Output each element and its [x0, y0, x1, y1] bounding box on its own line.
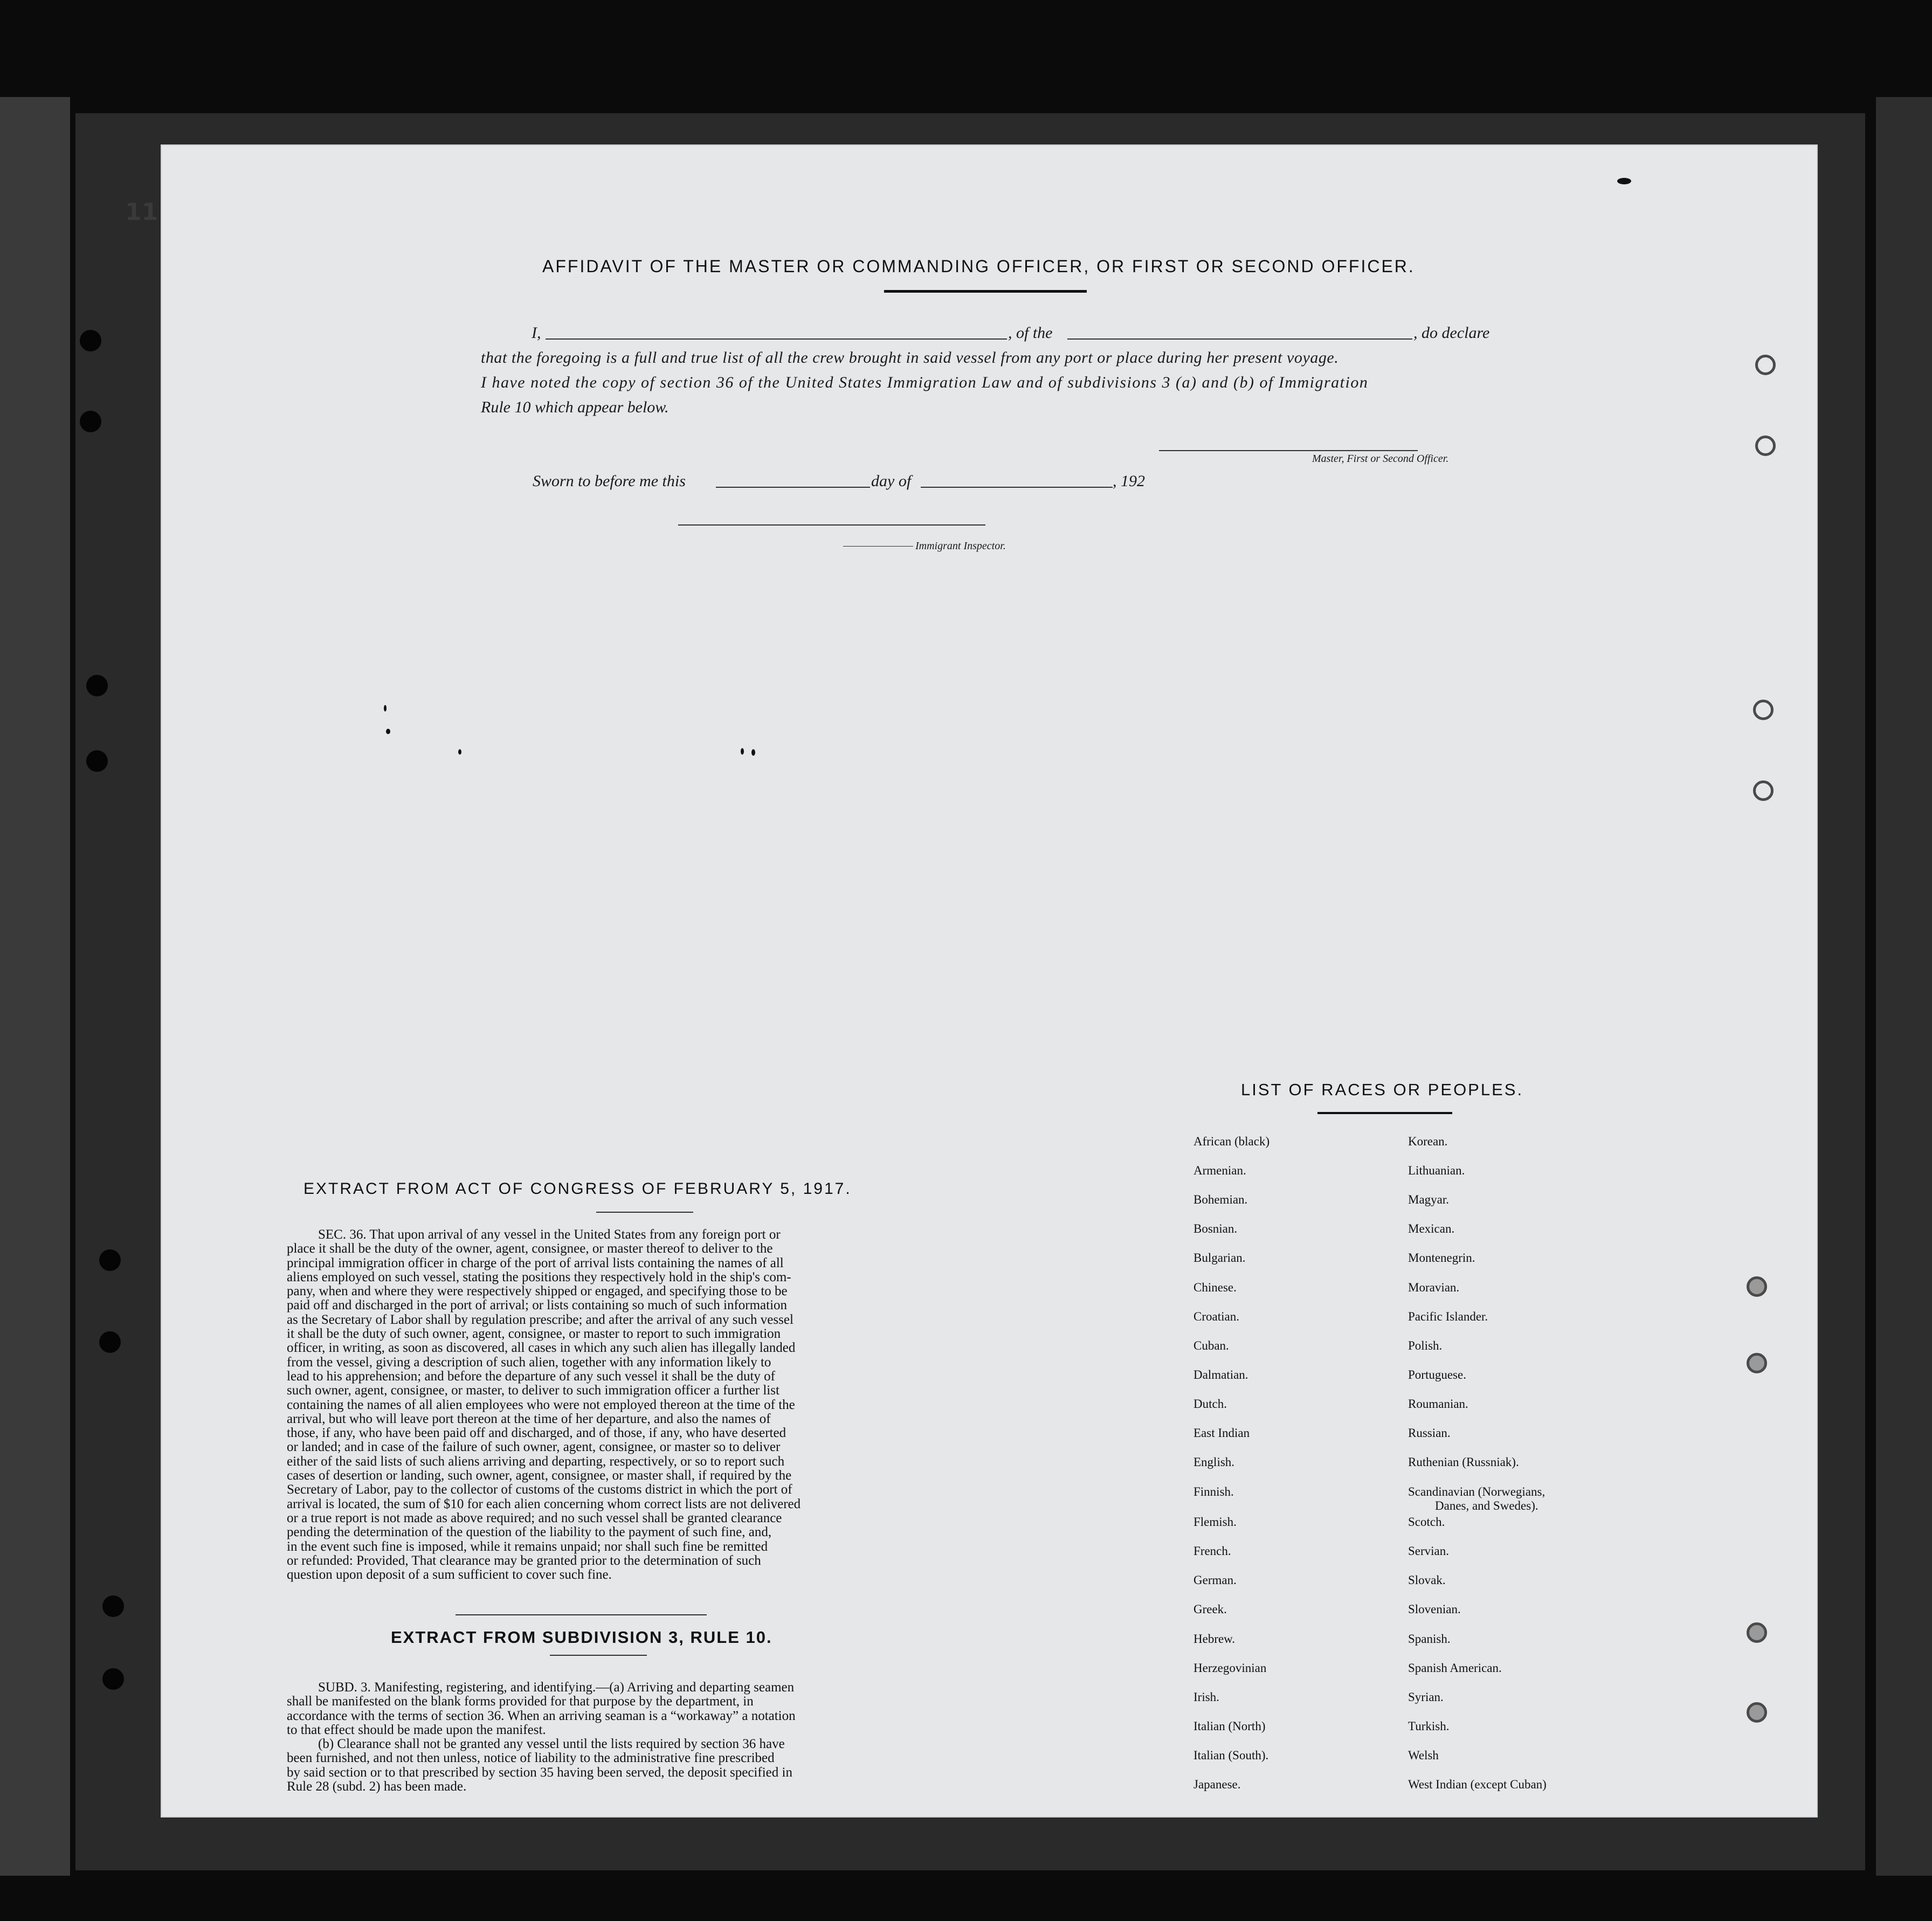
race-item: French.	[1193, 1544, 1231, 1558]
extract-congress-rule	[596, 1212, 693, 1213]
binder-hole	[99, 1331, 121, 1353]
punch-hole	[1747, 1622, 1767, 1643]
sworn-month-line	[921, 487, 1113, 488]
ink-speck	[1617, 178, 1631, 184]
extract-line: as the Secretary of Labor shall by regulation prescribe; and after the arrival of any such vessel	[287, 1312, 794, 1327]
manifest-page	[125, 146, 1817, 1816]
extract-line: by said section or to that prescribed by section 35 having been served, the deposit specified in	[287, 1765, 792, 1780]
extract-line: those, if any, who have been paid off and discharged, and of those, if any, who have deserted	[287, 1426, 786, 1441]
race-item: Cuban.	[1193, 1339, 1229, 1352]
race-item: Italian (North)	[1193, 1719, 1266, 1733]
extract-divider	[456, 1614, 707, 1615]
race-item: Scotch.	[1408, 1515, 1445, 1529]
race-item: Spanish American.	[1408, 1661, 1502, 1675]
extract-line: or landed; and in case of the failure of such owner, agent, consignee, or master so to deliver	[287, 1440, 781, 1455]
race-item: Moravian.	[1408, 1281, 1460, 1294]
race-item: Irish.	[1193, 1690, 1219, 1704]
corner-number: 11	[125, 198, 158, 226]
race-item: Polish.	[1408, 1339, 1443, 1352]
extract-line: pending the determination of the question of the liability to the payment of such fine, and,	[287, 1525, 772, 1540]
extract-rule-rule	[550, 1655, 647, 1656]
inspector-caption: Immigrant Inspector.	[915, 540, 1006, 552]
extract-line: shall be manifested on the blank forms provided for that purpose by the department, in	[287, 1694, 754, 1709]
binder-hole	[102, 1595, 124, 1617]
ink-speck	[386, 729, 390, 734]
punch-hole	[1755, 436, 1776, 456]
extract-line: SUBD. 3. Manifesting, registering, and identifying.—(a) Arriving and departing seamen	[318, 1680, 795, 1695]
extract-line: (b) Clearance shall not be granted any vessel until the lists required by section 36 have	[318, 1737, 785, 1752]
punch-hole	[1753, 700, 1774, 720]
extract-line: question upon deposit of a sum sufficient to cover such fine.	[287, 1567, 612, 1583]
extract-line: arrival, but who will leave port thereon at the time of her departure, and also the names of	[287, 1411, 771, 1426]
race-item: Bohemian.	[1193, 1193, 1248, 1206]
day-of-label: day of	[871, 472, 912, 490]
binder-hole	[86, 750, 108, 772]
ink-speck	[458, 749, 461, 755]
extract-line: it shall be the duty of such owner, agent, consignee, or master to report to such immigration	[287, 1326, 781, 1342]
punch-hole	[1747, 1702, 1767, 1723]
race-item: Slovak.	[1408, 1573, 1446, 1587]
extract-line: place it shall be the duty of the owner, agent, consignee, or master thereof to deliver to the	[287, 1241, 773, 1256]
race-item: Croatian.	[1193, 1310, 1239, 1323]
extract-line: accordance with the terms of section 36. When an arriving seaman is a “workaway” a notation	[287, 1708, 796, 1723]
race-item: Korean.	[1408, 1135, 1448, 1148]
ink-speck	[741, 748, 744, 755]
race-item: East Indian	[1193, 1426, 1250, 1440]
extract-line: containing the names of all alien employees who were not employed thereon at the time of the	[287, 1397, 795, 1412]
extract-line: pany, when and where they were respectively shipped or engaged, and specifying those to be	[287, 1284, 788, 1299]
sworn-day-line	[716, 487, 870, 488]
year-label: , 192	[1113, 472, 1145, 490]
extract-rule-title: EXTRACT FROM SUBDIVISION 3, RULE 10.	[391, 1628, 772, 1647]
race-item: Bulgarian.	[1193, 1251, 1246, 1264]
extract-line: or refunded: Provided, That clearance may be granted prior to the determination of such	[287, 1553, 761, 1568]
master-signature-line	[1159, 450, 1418, 451]
affidavit-of-the-label: , of the	[1008, 324, 1053, 342]
race-item: Portuguese.	[1408, 1368, 1466, 1381]
race-item: Roumanian.	[1408, 1397, 1468, 1411]
extract-line: either of the said lists of such aliens arriving and departing, respectively, or so to report such	[287, 1454, 785, 1469]
ink-speck	[384, 705, 387, 711]
affidavit-line2: that the foregoing is a full and true list of all the crew brought in said vessel from any port or place during her present voyage.	[481, 349, 1339, 367]
extract-line: lead to his apprehension; and before the departure of any such vessel it shall be the duty of	[287, 1369, 775, 1384]
race-item: Greek.	[1193, 1602, 1227, 1616]
ink-speck	[751, 749, 755, 756]
sworn-label: Sworn to before me this	[533, 472, 686, 490]
race-item: Turkish.	[1408, 1719, 1450, 1733]
extract-line: Rule 28 (subd. 2) has been made.	[287, 1779, 467, 1794]
punch-hole	[1747, 1276, 1767, 1297]
race-item: English.	[1193, 1455, 1235, 1469]
right-film-strip	[1876, 97, 1932, 1876]
race-item: African (black)	[1193, 1135, 1270, 1148]
punch-hole	[1753, 780, 1774, 801]
race-item: Herzegovinian	[1193, 1661, 1267, 1675]
extract-rule-body	[287, 1681, 905, 1794]
race-item: West Indian (except Cuban)	[1408, 1778, 1547, 1791]
race-item: Dalmatian.	[1193, 1368, 1248, 1381]
affidavit-i-label: I,	[532, 324, 541, 342]
left-film-strip	[0, 97, 70, 1876]
race-item: Danes, and Swedes).	[1435, 1499, 1538, 1512]
affidavit-declare-label: , do declare	[1413, 324, 1490, 342]
extract-line: from the vessel, giving a description of such alien, together with any information likely to	[287, 1355, 771, 1370]
punch-hole	[1747, 1353, 1767, 1373]
race-item: Mexican.	[1408, 1222, 1455, 1235]
binder-hole	[86, 675, 108, 696]
race-item: Montenegrin.	[1408, 1251, 1475, 1264]
race-item: Italian (South).	[1193, 1749, 1269, 1762]
affidavit-title: AFFIDAVIT OF THE MASTER OR COMMANDING OFFICER, OR FIRST OR SECOND OFFICER.	[542, 257, 1415, 276]
binder-hole	[80, 330, 101, 351]
race-item: Pacific Islander.	[1408, 1310, 1488, 1323]
races-title-rule	[1317, 1112, 1452, 1114]
extract-congress-title: EXTRACT FROM ACT OF CONGRESS OF FEBRUARY 5, 1917.	[303, 1180, 852, 1198]
master-caption: Master, First or Second Officer.	[1312, 453, 1449, 465]
extract-line: SEC. 36. That upon arrival of any vessel in the United States from any foreign port or	[318, 1227, 781, 1242]
extract-line: Secretary of Labor, pay to the collector of customs of the customs district in which the port of	[287, 1482, 792, 1497]
name-blank-line	[546, 338, 1007, 340]
race-item: Russian.	[1408, 1426, 1451, 1440]
race-item: Japanese.	[1193, 1778, 1241, 1791]
affidavit-title-rule	[884, 290, 1087, 293]
extract-congress-body	[287, 1228, 905, 1582]
race-item: Armenian.	[1193, 1164, 1246, 1177]
race-item: Welsh	[1408, 1749, 1439, 1762]
affidavit-line4: Rule 10 which appear below.	[481, 398, 669, 416]
extract-line: paid off and discharged in the port of arrival; or lists containing so much of such information	[287, 1298, 788, 1313]
race-item: Dutch.	[1193, 1397, 1227, 1411]
race-item: Ruthenian (Russniak).	[1408, 1455, 1519, 1469]
extract-line: such owner, agent, consignee, or master, to deliver to such immigration officer a further list	[287, 1383, 779, 1398]
race-item: Syrian.	[1408, 1690, 1444, 1704]
extract-line: aliens employed on such vessel, stating the positions they respectively hold in the ship's com-	[287, 1269, 791, 1284]
race-item: Chinese.	[1193, 1281, 1237, 1294]
binder-hole	[80, 411, 101, 432]
extract-line: principal immigration officer in charge of the port of arrival lists containing the names of all	[287, 1255, 784, 1270]
race-item: Scandinavian (Norwegians,	[1408, 1485, 1545, 1498]
extract-line: been furnished, and not then unless, notice of liability to the administrative fine prescribed	[287, 1751, 775, 1766]
punch-hole	[1755, 355, 1776, 375]
affidavit-line3: I have noted the copy of section 36 of the United States Immigration Law and of subdivisions 3 (a) and (b) of Immigration	[481, 374, 1369, 391]
extract-line: or a true report is not made as above required; and no such vessel shall be granted clearance	[287, 1510, 782, 1525]
race-item: Magyar.	[1408, 1193, 1450, 1206]
race-item: Flemish.	[1193, 1515, 1237, 1529]
races-title: LIST OF RACES OR PEOPLES.	[1241, 1080, 1524, 1099]
race-item: Hebrew.	[1193, 1632, 1236, 1646]
race-item: Slovenian.	[1408, 1602, 1461, 1616]
extract-line: to that effect should be made upon the manifest.	[287, 1722, 546, 1737]
race-item: Finnish.	[1193, 1485, 1234, 1498]
race-item: Servian.	[1408, 1544, 1450, 1558]
race-item: Lithuanian.	[1408, 1164, 1465, 1177]
race-item: German.	[1193, 1573, 1237, 1587]
binder-hole	[102, 1668, 124, 1690]
extract-line: cases of desertion or landing, such owner, agent, consignee, or master shall, if required by the	[287, 1468, 792, 1483]
inspector-signature-line	[678, 524, 985, 526]
extract-line: arrival is located, the sum of $10 for each alien concerning whom correct lists are not delivered	[287, 1496, 801, 1511]
race-item: Spanish.	[1408, 1632, 1451, 1646]
binder-hole	[99, 1249, 121, 1271]
extract-line: in the event such fine is imposed, while it remains unpaid; nor shall such fine be remitted	[287, 1539, 768, 1554]
race-item: Bosnian.	[1193, 1222, 1238, 1235]
vessel-blank-line	[1067, 338, 1412, 340]
extract-line: officer, in writing, as soon as discovered, all cases in which any such alien has illegally landed	[287, 1340, 796, 1356]
inspector-short-line	[843, 546, 913, 547]
